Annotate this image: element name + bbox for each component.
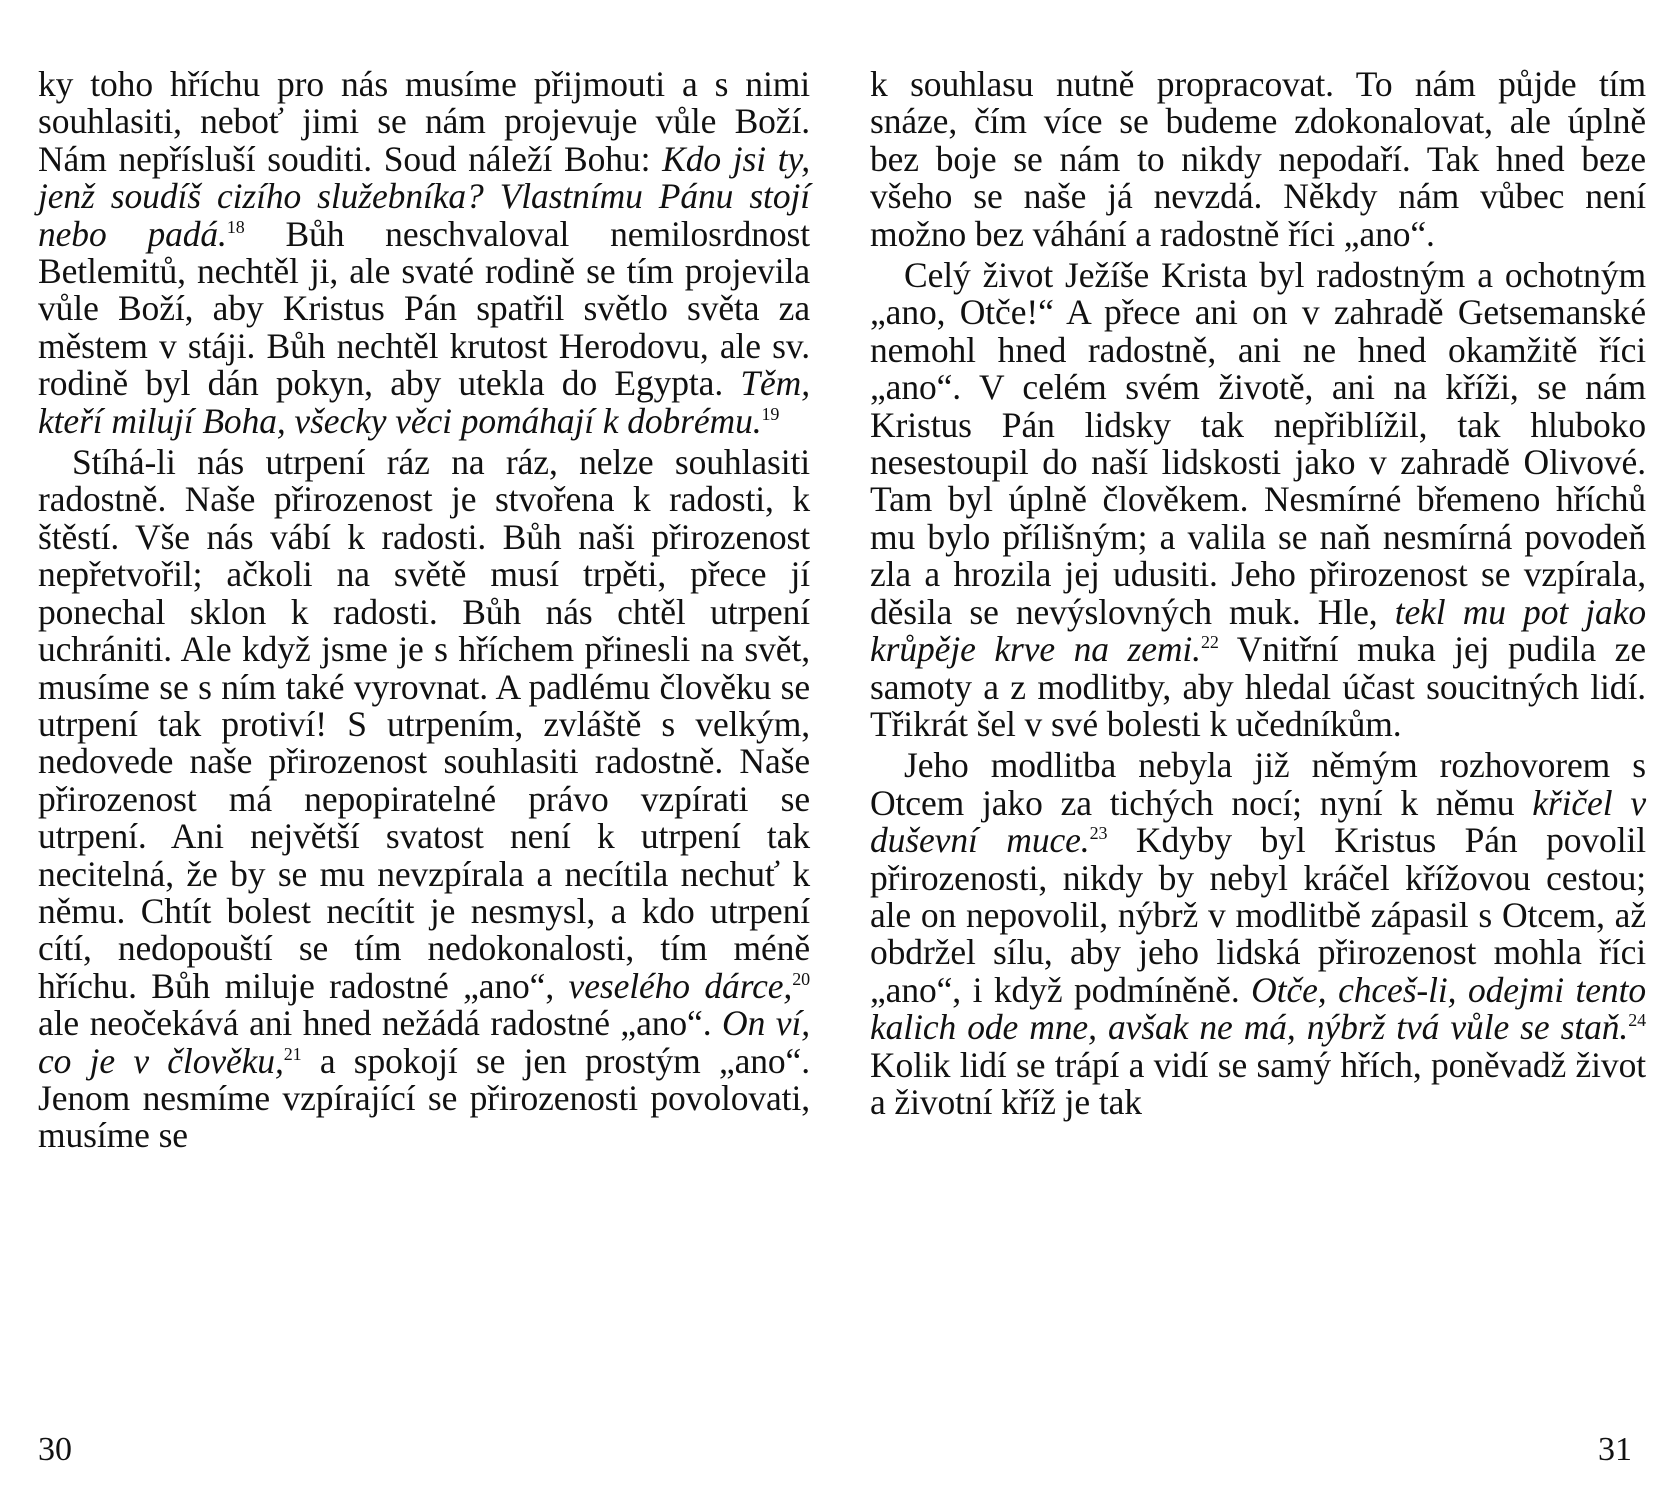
paragraph: [870, 66, 1646, 253]
paragraph: [870, 747, 1646, 1121]
footnote-ref: 19: [761, 403, 780, 424]
footnote-ref: 24: [1628, 1010, 1646, 1031]
text-run: Vnitřní muka jej pudila ze samoty a z modlitby, aby hledal účast soucitných lidí. Třikrát šel v své bolesti k učedníkům.: [870, 629, 1646, 744]
text-run: k souhlasu nutně propracovat. To nám půjde tím snáze, čím více se budeme zdokonalovat, ale úplně bez boje se nám to nikdy nepodaří. Tak hned beze všeho se naše já nevzdá. Někdy nám vůbec není možno bez váhání a radostně říci „ano“.: [870, 64, 1646, 254]
italic-quote: veselého dárce,: [568, 965, 793, 1006]
paragraph: [870, 257, 1646, 743]
italic-quote: Těm, kteří milují Boha, všecky věci pomáhají k dobrému.: [38, 363, 810, 441]
right-text-column: [870, 66, 1646, 1121]
right-page: [836, 0, 1672, 1501]
footnote-ref: 21: [283, 1043, 302, 1064]
paragraph: [38, 444, 810, 1155]
page-number: 30: [38, 1431, 72, 1468]
footnote-ref: 23: [1089, 823, 1108, 844]
italic-quote: Otče, chceš-li, odejmi tento kalich ode mne, avšak ne má, nýbrž tvá vůle se staň.: [870, 969, 1646, 1048]
text-run: a spokojí se jen prostým „ano“. Jenom nesmíme vzpírající se přirozenosti povolovati, musíme se: [38, 1040, 810, 1156]
italic-quote: tekl mu pot jako krůpěje krve na zemi.: [870, 591, 1646, 670]
text-run: Jeho modlitba nebyla již němým rozhovorem s Otcem jako za tichých nocí; nyní k němu: [870, 745, 1646, 823]
italic-quote: Kdo jsi ty, jenž soudíš cizího služebníka? Vlastnímu Pánu stojí nebo padá.: [38, 138, 810, 254]
text-run: ky toho hříchu pro nás musíme přijmouti a s nimi souhlasiti, neboť jimi se nám projevuje vůle Boží. Nám nepřísluší souditi. Soud náleží Bohu:: [38, 64, 810, 179]
text-run: Kdyby byl Kristus Pán povolil přirozenosti, nikdy by nebyl kráčel křížovou cestou; ale on nepovolil, nýbrž v modlitbě zápasil s Otcem, až obdržel sílu, aby jeho lidská přirozenost mohla říci „ano“, i když podmíněně.: [870, 820, 1646, 1010]
paragraph: [38, 66, 810, 440]
text-run: Bůh neschvaloval nemilosrdnost Betlemitů, nechtěl ji, ale svaté rodině se tím projevila vůle Boží, aby Kristus Pán spatřil světlo světa za městem v stáji. Bůh nechtěl krutost Herodovu, ale sv. rodině byl dán pokyn, aby utekla do Egypta.: [38, 213, 810, 404]
footnote-ref: 18: [226, 216, 245, 237]
text-run: Celý život Ježíše Krista byl radostným a ochotným „ano, Otče!“ A přece ani on v zahradě Getsemanské nemohl hned radostně, ani ne hned okamžitě říci „ano“. V celém svém životě, ani na kříži, se nám Kristus Pán lidsky tak nepřiblížil, tak hluboko nesestoupil do naší lidskosti jako v zahradě Olivové. Tam byl úplně člověkem. Nesmírné břemeno hříchů mu bylo přílišným; a valila se naň nesmírná povodeň zla a hrozila jej udusiti. Jeho přirozenost se vzpírala, děsila se nevýslovných muk. Hle,: [870, 255, 1646, 632]
italic-quote: křičel v duševní muce.: [870, 782, 1646, 861]
footnote-ref: 22: [1200, 632, 1219, 653]
text-run: Kolik lidí se trápí a vidí se samý hřích, poněvadž život a životní kříž je tak: [870, 1044, 1646, 1122]
text-run: ale neočekává ani hned nežádá radostné „ano“.: [38, 1003, 723, 1044]
left-text-column: [38, 66, 810, 1155]
text-run: Stíhá-li nás utrpení ráz na ráz, nelze souhlasiti radostně. Naše přirozenost je stvořena k radosti, k štěstí. Vše nás vábí k radosti. Bůh naši přirozenost nepřetvořil; ačkoli na světě musí trpěti, přece jí ponechal sklon k radosti. Bůh nás chtěl utrpení uchrániti. Ale když jsme je s hříchem přinesli na svět, musíme se s ním také vyrovnat. A padlému člověku se utrpení tak protiví! S utrpením, zvláště s velkým, nedovede naše přirozenost souhlasiti radostně. Naše přirozenost má nepopiratelné právo vzpírati se utrpení. Ani největší svatost není k utrpení tak necitelná, že by se mu nevzpírala a necítila nechuť k němu. Chtít bolest necítit je nesmysl, a kdo utrpení cítí, nedopouští se tím nedokonalosti, tím méně hříchu. Bůh miluje radostné „ano“,: [38, 442, 810, 1006]
page-number: 31: [1598, 1431, 1632, 1468]
italic-quote: On ví, co je v člověku,: [38, 1003, 810, 1081]
footnote-ref: 20: [792, 968, 810, 989]
